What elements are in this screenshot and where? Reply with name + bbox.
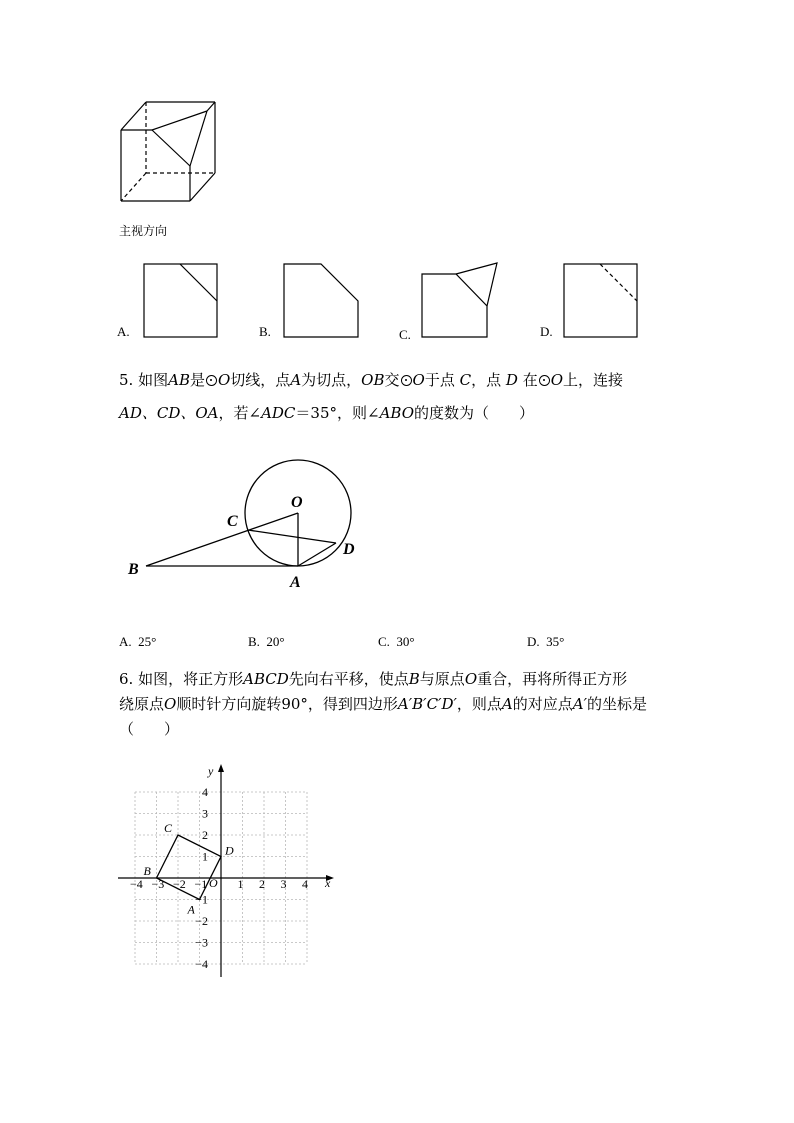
text: 的坐标是 [587, 695, 648, 713]
cut-edge [190, 111, 207, 166]
q5-option-d[interactable] [527, 634, 564, 650]
segment-ab: AB [168, 371, 190, 389]
option-c-figure [420, 260, 500, 340]
text: 的对应点 [512, 695, 573, 713]
point-o: O [164, 695, 177, 713]
cube-edge [121, 102, 146, 130]
question-5-line-1 [119, 371, 623, 389]
vertex-label-c: C [164, 821, 173, 835]
question-6-line-3: （ ） [119, 720, 180, 738]
text: 于点 [424, 371, 455, 389]
circle-dot-symbol [539, 375, 550, 386]
text: 是 [189, 371, 205, 389]
x-tick-label: −3 [151, 877, 165, 891]
text: 顺时针方向旋转90°，得到四边形 [176, 695, 398, 713]
option-a-figure [142, 262, 220, 340]
text: 为切点， [301, 371, 362, 389]
circle-dot-symbol [401, 375, 412, 386]
option-value: 20° [266, 634, 285, 649]
text: 交 [384, 371, 400, 389]
text: 在 [522, 371, 538, 389]
question-number: 5. [119, 371, 134, 389]
text: 绕原点 [119, 695, 165, 713]
y-tick-label: 4 [202, 785, 208, 799]
segment-ob: OB [361, 371, 385, 389]
cube-edge [207, 102, 215, 111]
y-axis-label: y [208, 764, 214, 778]
text: ＝35°，则∠ [295, 404, 380, 422]
vertex-label-d: D [225, 843, 234, 858]
question-5-line-2 [119, 404, 534, 422]
point-a-prime: A′ [572, 695, 588, 713]
x-tick-label: −1 [194, 877, 208, 891]
y-axis-arrow-icon [218, 764, 224, 772]
option-value: 35° [546, 634, 565, 649]
option-letter: D. [527, 634, 540, 649]
x-tick-label: 4 [302, 877, 308, 891]
q5-option-b[interactable] [248, 634, 285, 650]
circle-o: O [412, 371, 425, 389]
option-b-figure [282, 262, 360, 340]
circle-o: O [217, 371, 231, 389]
text: 如图，将正方形 [138, 670, 244, 688]
angle-abo: ABO [379, 404, 415, 422]
label-d: D [343, 541, 355, 558]
q5-option-a[interactable] [119, 634, 156, 650]
y-tick-label: 3 [202, 806, 208, 821]
text: ，若∠ [218, 404, 262, 422]
option-a-label[interactable]: A. [117, 324, 130, 339]
point-c: C [459, 371, 472, 389]
point-a: A [290, 371, 302, 389]
vertex-label-b: B [143, 864, 151, 878]
origin-label: O [209, 876, 218, 890]
text: 上，连接 [563, 371, 624, 389]
text: 的度数为（ ） [414, 404, 535, 422]
option-letter: A. [119, 634, 132, 649]
circle-o: O [550, 371, 564, 389]
option-b-label[interactable]: B. [259, 324, 271, 339]
text: ，点 [471, 371, 502, 389]
cut-edge [152, 111, 207, 130]
circle-tangent-figure [120, 455, 370, 595]
x-tick-label: 1 [237, 877, 244, 891]
cube-edge [190, 173, 215, 201]
question-6-line-2 [119, 695, 647, 713]
circle-dot-symbol [206, 375, 217, 386]
cut-edge [152, 130, 190, 166]
option-d-figure [562, 262, 640, 340]
angle-adc: ADC [261, 404, 296, 422]
segment-bo [146, 513, 298, 566]
x-tick-label: −4 [130, 877, 143, 891]
text: 重合，再将所得正方形 [477, 670, 628, 688]
y-tick-label: −3 [195, 935, 208, 950]
segments: AD、CD、OA [119, 404, 219, 422]
y-tick-label: −4 [195, 957, 208, 971]
x-tick-label: 3 [280, 877, 287, 891]
text: 先向右平移，使点 [288, 670, 409, 688]
question-number: 6. [119, 670, 134, 688]
question-6-line-1 [119, 670, 627, 688]
view-direction-caption: 主视方向 [119, 224, 168, 238]
y-tick-label: 1 [202, 849, 208, 864]
quad-prime: A′B′C′D′ [397, 695, 457, 713]
square-abcd: ABCD [243, 670, 289, 688]
y-tick-label: −2 [195, 914, 208, 928]
option-d-label[interactable]: D. [540, 324, 553, 339]
vertex-label-a: A [187, 902, 195, 917]
text: ，则点 [456, 695, 502, 713]
option-letter: C. [378, 634, 390, 649]
option-letter: B. [248, 634, 260, 649]
label-a: A [290, 574, 301, 591]
y-tick-label: −1 [195, 892, 208, 907]
point-a: A [501, 695, 513, 713]
option-c-label[interactable]: C. [399, 327, 411, 342]
point-o: O [464, 670, 478, 688]
q5-option-c[interactable] [378, 634, 415, 650]
point-d: D [505, 371, 518, 389]
coordinate-graph [115, 760, 340, 985]
label-b: B [128, 561, 139, 578]
label-c: C [227, 513, 238, 530]
text: 切线，点 [230, 371, 291, 389]
option-value: 25° [138, 634, 157, 649]
x-tick-label: −2 [173, 877, 186, 891]
hidden-edge [121, 173, 146, 201]
text: 如图 [138, 371, 169, 389]
point-b: B [408, 670, 420, 688]
label-o: O [291, 494, 303, 511]
text: 与原点 [419, 670, 465, 688]
x-tick-label: 2 [259, 877, 265, 891]
y-tick-label: 2 [202, 828, 208, 842]
x-axis-label: x [325, 876, 331, 890]
chord-cd [248, 530, 336, 543]
cube-figure [110, 92, 230, 204]
option-value: 30° [396, 634, 415, 649]
